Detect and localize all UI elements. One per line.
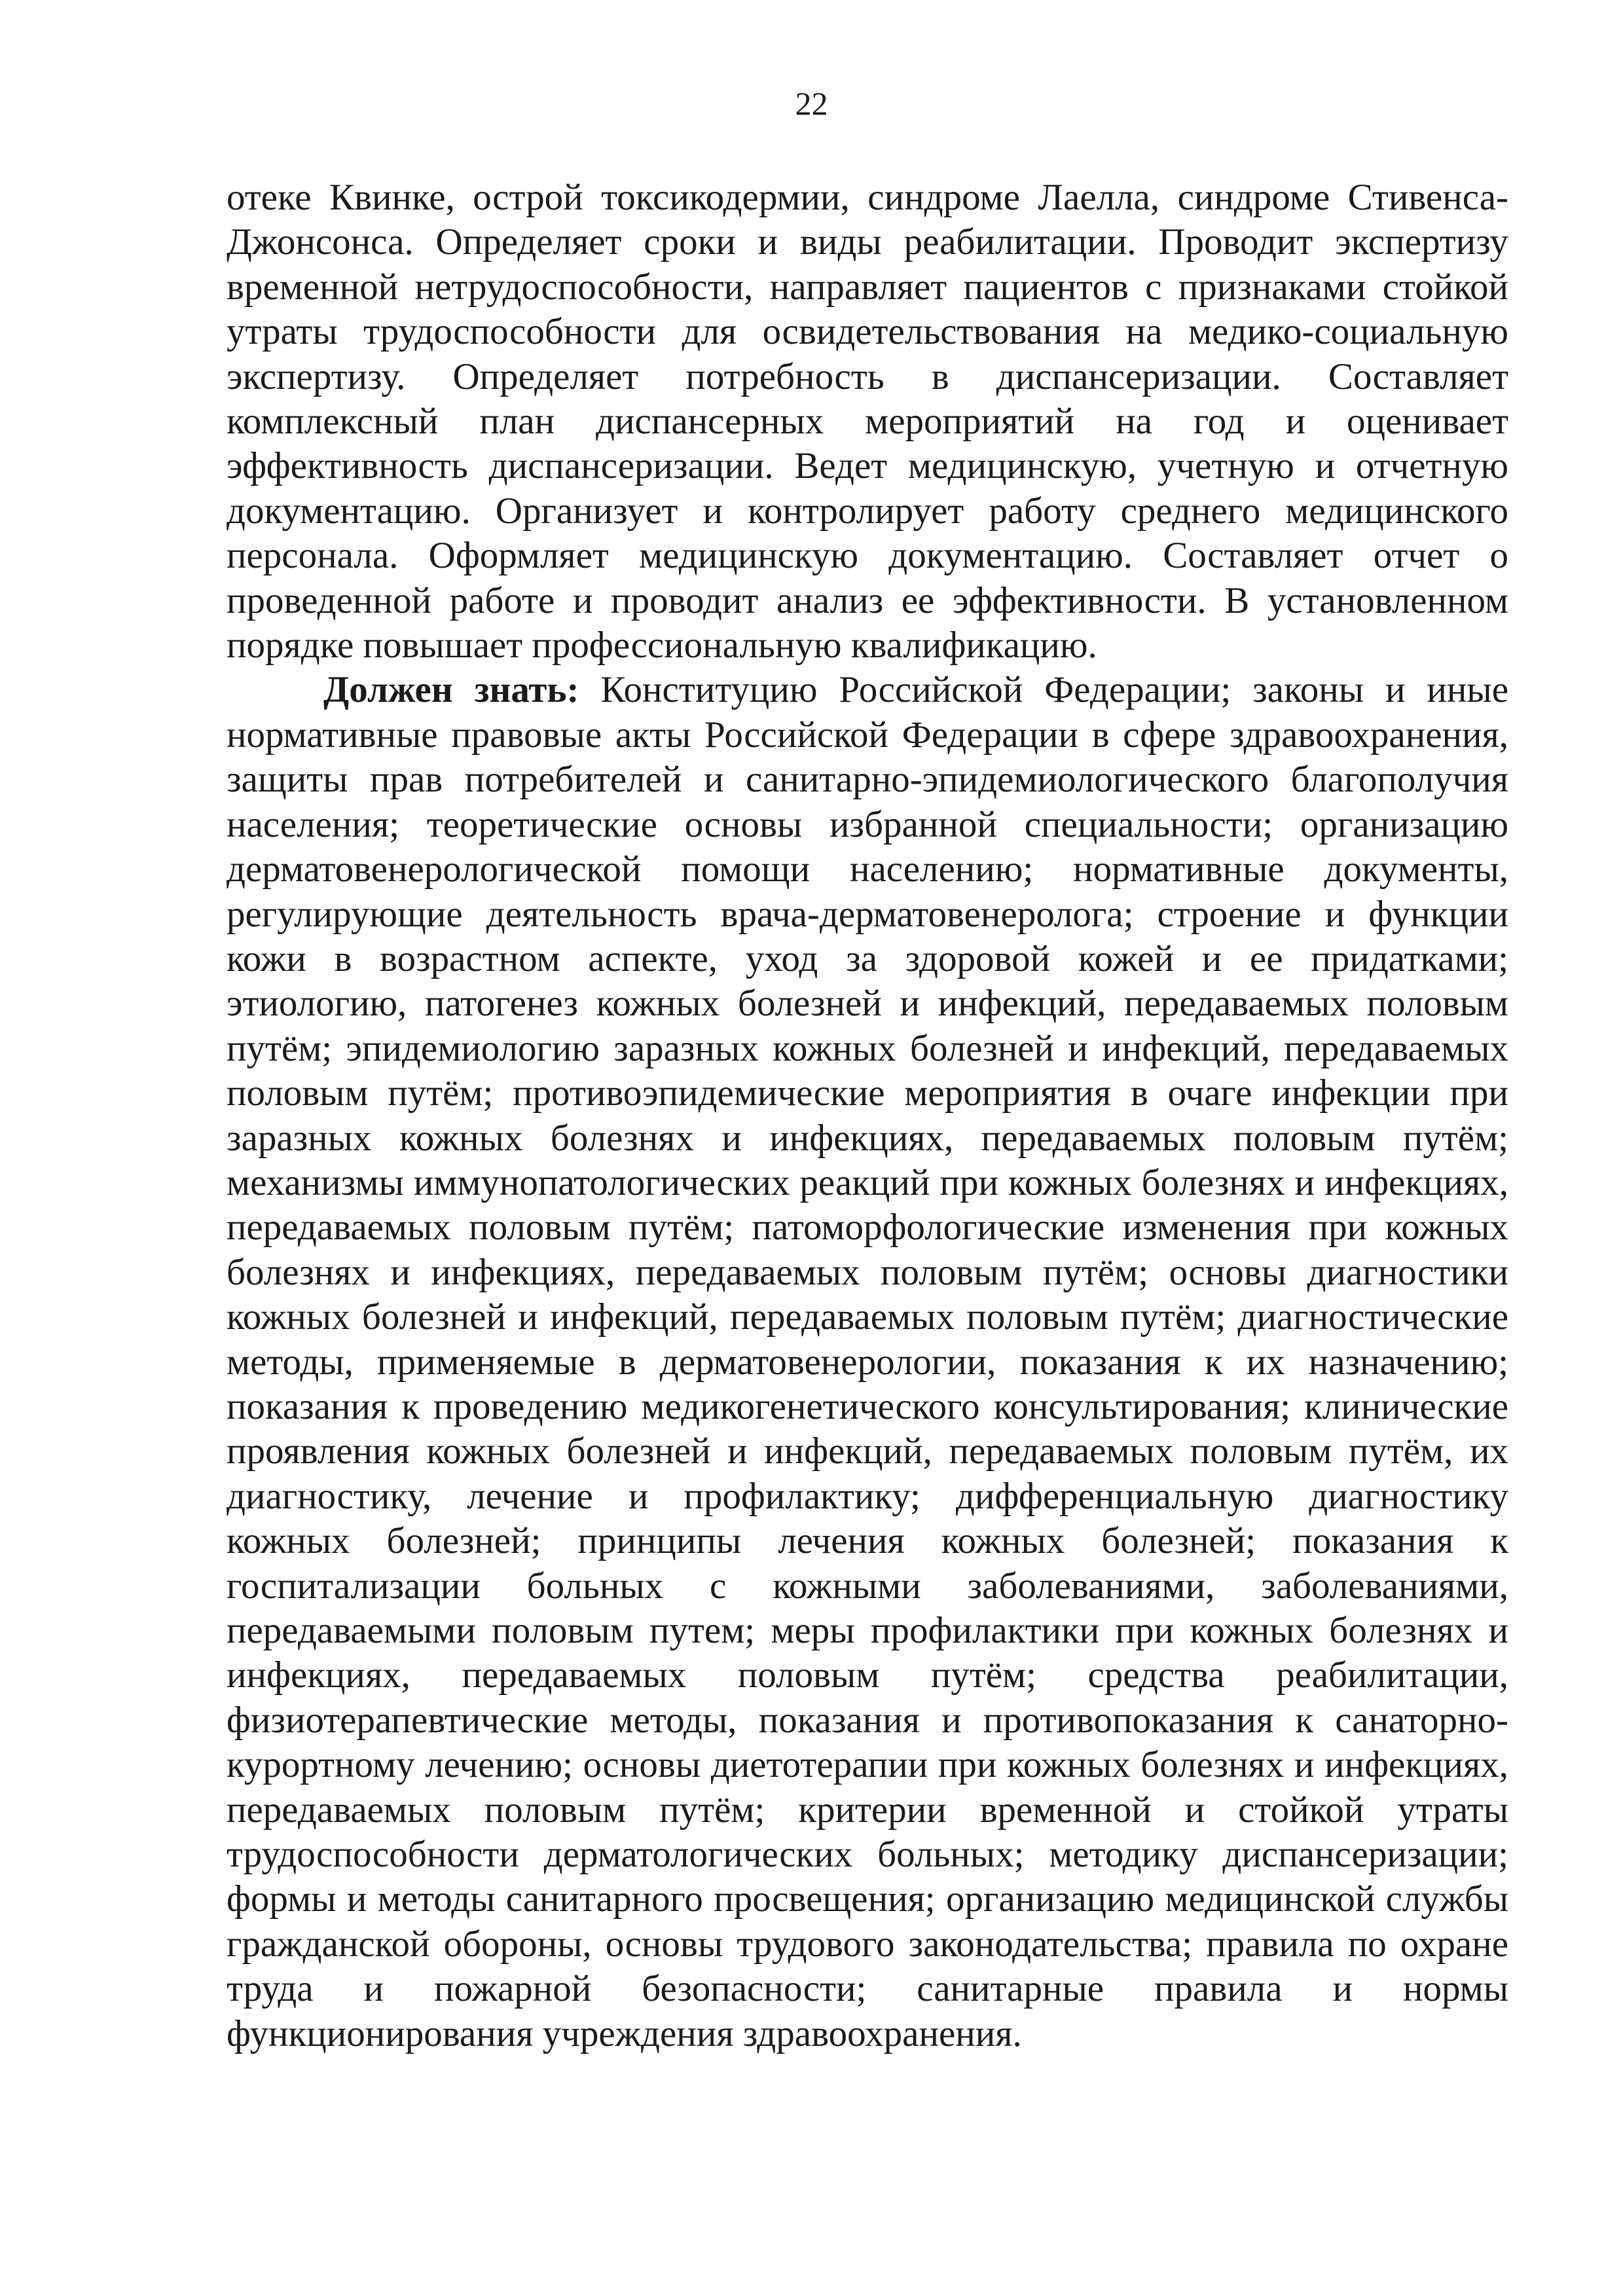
required-knowledge-text: Конституцию Российской Федерации; законы и иные нормативные правовые акты Российской Федерации в сфере здравоохранения, защиты прав потребителей и санитарно-эпидемиологического благополучия населения; теоретические основы избранной специальности; организацию дерматовенерологической помощи населению; нормативные документы, регулирующие деятельность врача-дерматовенеролога; строение и функции кожи в возрастном аспекте, уход за здоровой кожей и ее придатками; этиологию, патогенез кожных болезней и инфекций, передаваемых половым путём; эпидемиологию заразных кожных болезней и инфекций, передаваемых половым путём; противоэпидемические мероприятия в очаге инфекции при заразных кожных болезнях и инфекциях, передаваемых половым путём; механизмы иммунопатологических реакций при кожных болезнях и инфекциях, передаваемых половым путём; патоморфологические изменения при кожных болезнях и инфекциях, передаваемых половым путём; основы диагностики кожных болезней и инфекций, передаваемых половым путём; диагностические методы, применяемые в дерматовенерологии, показания к их назначению; показания к проведению медикогенетического консультирования; клинические проявления кожных болезней и инфекций, передаваемых половым путём, их диагностику, лечение и профилактику; дифференциальную диагностику кожных болезней; принципы лечения кожных болезней; показания к госпитализации больных с кожными заболеваниями, заболеваниями, передаваемыми половым путем; меры профилактики при кожных болезнях и инфекциях, передаваемых половым путём; средства реабилитации, физиотерапевтические методы, показания и противопоказания к санаторно-курортному лечению; основы диетотерапии при кожных болезнях и инфекциях, передаваемых половым путём; критерии временной и стойкой утраты трудоспособности дерматологических больных; методику диспансеризации; формы и методы санитарного просвещения; организацию медицинской службы гражданской обороны, основы трудового законодательства; правила по охране труда и пожарной безопасности; санитарные правила и нормы функционирования учреждения здравоохранения. [227,669,1508,2054]
page-number: 22 [795,85,828,122]
document-body [227,175,1508,2056]
paragraph-duties-continued [227,175,1508,668]
paragraph-required-knowledge [227,668,1508,2056]
paragraph-duties-text: отеке Квинке, острой токсикодермии, синдроме Лаелла, синдроме Стивенса-Джонсонса. Определяет сроки и виды реабилитации. Проводит экспертизу временной нетрудоспособности, направляет пациентов с признаками стойкой утраты трудоспособности для освидетельствования на медико-социальную экспертизу. Определяет потребность в диспансеризации. Составляет комплексный план диспансерных мероприятий на год и оценивает эффективность диспансеризации. Ведет медицинскую, учетную и отчетную документацию. Организует и контролирует работу среднего медицинского персонала. Оформляет медицинскую документацию. Составляет отчет о проведенной работе и проводит анализ ее эффективности. В установленном порядке повышает профессиональную квалификацию. [227,177,1508,666]
required-knowledge-label: Должен знать: [323,669,579,711]
